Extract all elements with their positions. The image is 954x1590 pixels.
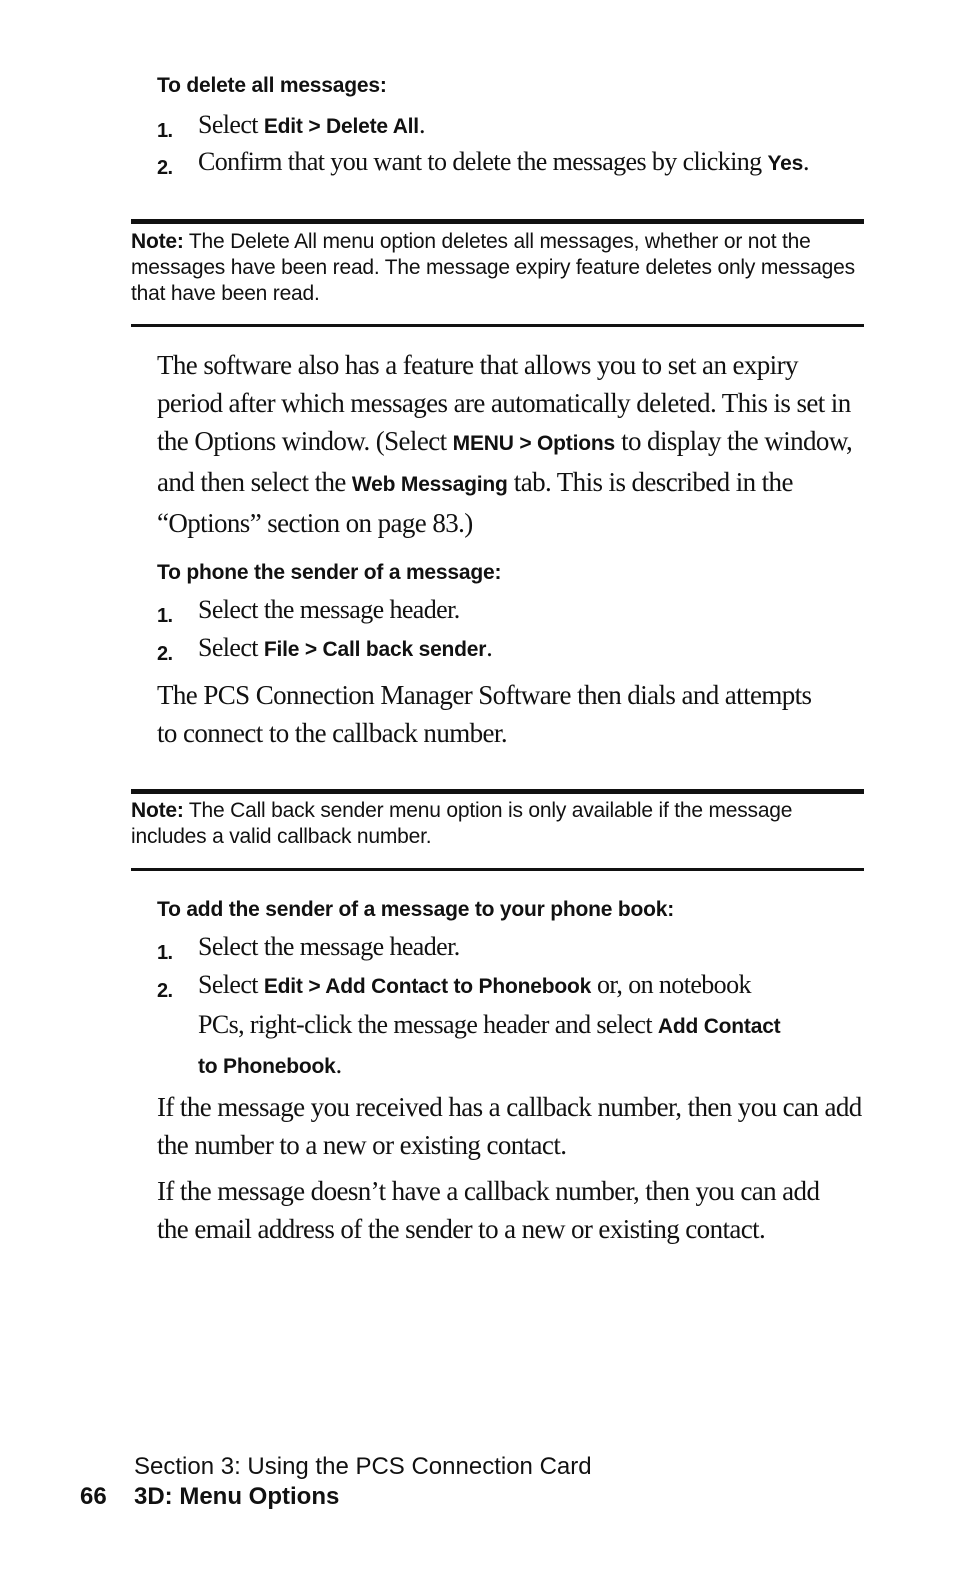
step-text: Select — [198, 110, 264, 139]
menu-path: MENU > Options — [452, 432, 615, 455]
page-number: 66 — [80, 1483, 107, 1510]
note-label: Note: — [131, 230, 184, 253]
note-box — [131, 798, 864, 850]
step-number: 1. — [157, 942, 173, 964]
step-number: 2. — [157, 980, 173, 1002]
ui-label: Yes — [767, 152, 804, 175]
note-bottom-rule — [131, 324, 864, 327]
list-item — [157, 106, 864, 146]
note-top-rule — [131, 219, 864, 224]
step-punct: . — [335, 1050, 342, 1079]
list-item — [157, 629, 864, 669]
list-item — [157, 591, 864, 629]
note-top-rule — [131, 789, 864, 794]
step-punct: . — [803, 147, 809, 176]
section-heading-add-sender: To add the sender of a message to your phone book: — [157, 898, 675, 921]
step-text: or, on notebook PCs, right-click the message header and select — [198, 970, 751, 1039]
step-number: 2. — [157, 643, 173, 665]
footer — [80, 1483, 339, 1511]
note-label: Note: — [131, 799, 184, 822]
note-box — [131, 229, 864, 307]
step-text: Select the message header. — [198, 932, 460, 961]
body-paragraph: If the message you received has a callback number, then you can add the number to a new or existing contact. — [157, 1092, 862, 1160]
body-paragraph — [157, 346, 867, 542]
list-item — [157, 966, 797, 1086]
list-item — [157, 928, 864, 966]
step-number: 1. — [157, 120, 173, 142]
list-item — [157, 143, 864, 183]
note-text: The Delete All menu option deletes all messages, whether or not the messages have been read. The message expiry feature deletes only messages that have been read. — [131, 230, 855, 305]
chapter-title: 3D: Menu Options — [134, 1483, 340, 1510]
body-paragraph: If the message doesn’t have a callback number, then you can add the email address of the sender to a new or existing contact. — [157, 1176, 820, 1244]
menu-path: File > Call back sender — [263, 638, 487, 661]
footer-section-title: Section 3: Using the PCS Connection Card — [134, 1453, 592, 1480]
section-heading-phone-sender: To phone the sender of a message: — [157, 561, 502, 584]
step-punct: . — [486, 633, 493, 662]
step-number: 2. — [157, 157, 173, 179]
tab-name: Web Messaging — [351, 473, 508, 496]
step-text: Select the message header. — [198, 595, 460, 624]
menu-path: Edit > Add Contact to Phonebook — [263, 975, 592, 998]
section-heading-delete-all: To delete all messages: — [157, 74, 387, 97]
step-text: Select — [198, 970, 264, 999]
note-text: The Call back sender menu option is only available if the message includes a valid callback number. — [131, 799, 793, 848]
body-paragraph: The PCS Connection Manager Software then dials and attempts to connect to the callback number. — [157, 680, 812, 748]
paragraph-text: The software also has a feature that allows you to set an expiry period after which messages are automatically deleted. This is set in the Options window. (Select — [157, 350, 851, 456]
step-number: 1. — [157, 605, 173, 627]
step-punct: . — [418, 110, 425, 139]
paragraph-text: tab. This is described in the “Options” section on page 83.) — [157, 467, 793, 538]
note-bottom-rule — [131, 868, 864, 871]
step-text: Confirm that you want to delete the messages by clicking — [198, 147, 768, 176]
menu-item: Add Contact to Phonebook — [198, 1015, 781, 1078]
paragraph-text: to display the window, and then select the — [157, 426, 853, 497]
menu-path: Edit > Delete All — [263, 115, 419, 138]
step-text: Select — [198, 633, 264, 662]
